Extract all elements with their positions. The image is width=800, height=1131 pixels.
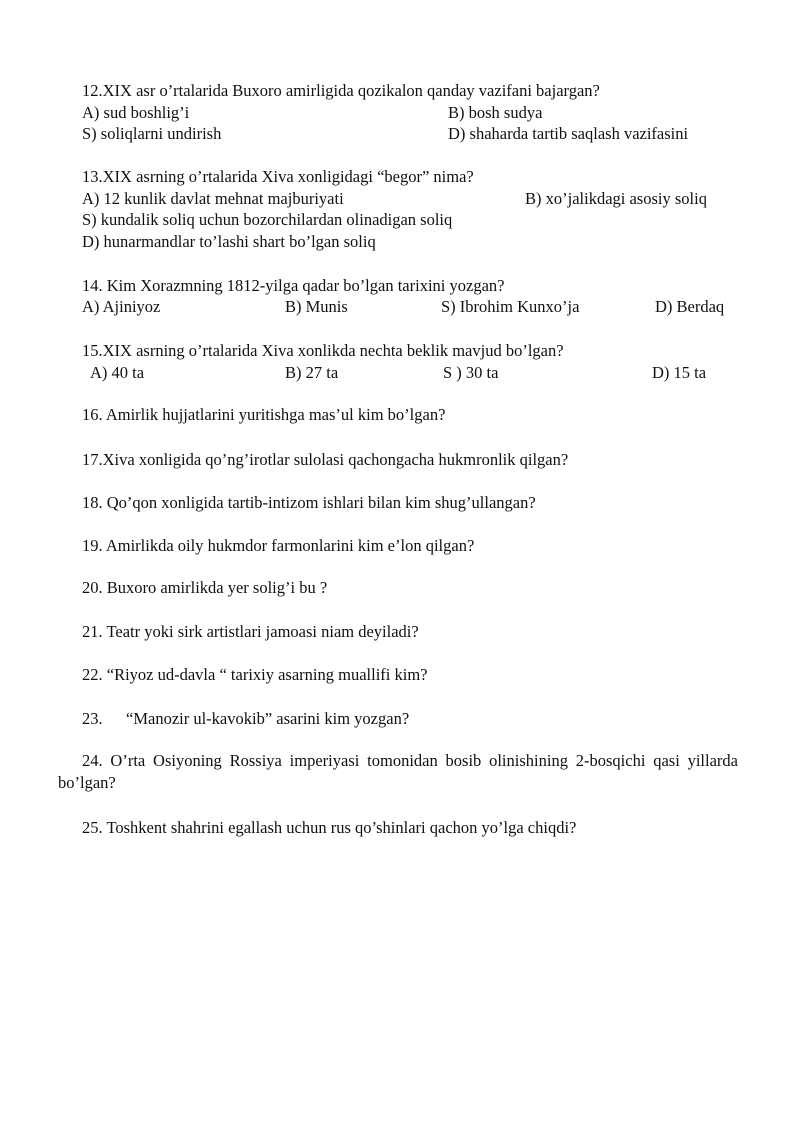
question-15-option-b: B) 27 ta <box>285 363 339 382</box>
question-16: 16. Amirlik hujjatlarini yuritishga mas’ul kim bo’lgan? <box>82 405 446 424</box>
question-13-option-d: D) hunarmandlar to’lashi shart bo’lgan soliq <box>82 232 376 251</box>
question-12-option-s: S) soliqlarni undirish <box>82 124 222 143</box>
question-14-option-a: A) Ajiniyoz <box>82 297 161 316</box>
question-14: 14. Kim Xorazmning 1812-yilga qadar bo’lgan tarixini yozgan? <box>82 276 505 295</box>
question-24: 24. O’rta Osiyoning Rossiya imperiyasi tomonidan bosib olinishining 2-bosqichi qasi yillarda bo’lgan? <box>58 751 738 792</box>
question-13-option-a: A) 12 kunlik davlat mehnat majburiyati <box>82 189 344 208</box>
question-12-option-a: A) sud boshlig’i <box>82 103 190 122</box>
question-15-option-s: S ) 30 ta <box>443 363 499 382</box>
question-15-option-a: A) 40 ta <box>90 363 145 382</box>
question-13-option-b: B) xo’jalikdagi asosiy soliq <box>525 189 707 208</box>
question-20: 20. Buxoro amirlikda yer solig’i bu ? <box>82 578 328 597</box>
question-14-option-d: D) Berdaq <box>655 297 725 316</box>
question-17: 17.Xiva xonligida qo’ng’irotlar sulolasi qachongacha hukmronlik qilgan? <box>82 450 569 469</box>
question-25: 25. Toshkent shahrini egallash uchun rus qo’shinlari qachon yo’lga chiqdi? <box>82 818 577 837</box>
question-15: 15.XIX asrning o’rtalarida Xiva xonlikda nechta beklik mavjud bo’lgan? <box>82 341 564 360</box>
question-15-option-d: D) 15 ta <box>652 363 707 382</box>
question-13-option-s: S) kundalik soliq uchun bozorchilardan olinadigan soliq <box>82 210 453 229</box>
question-12-option-d: D) shaharda tartib saqlash vazifasini <box>448 124 689 143</box>
question-14-option-s: S) Ibrohim Kunxo’ja <box>441 297 580 316</box>
question-18: 18. Qo’qon xonligida tartib-intizom ishlari bilan kim shug’ullangan? <box>82 493 536 512</box>
question-13: 13.XIX asrning o’rtalarida Xiva xonligidagi “begor” nima? <box>82 167 474 186</box>
question-12-option-b: B) bosh sudya <box>448 103 543 122</box>
question-23-number: 23. <box>82 709 103 728</box>
question-23: “Manozir ul-kavokib” asarini kim yozgan? <box>126 709 410 728</box>
question-12: 12.XIX asr o’rtalarida Buxoro amirligida qozikalon qanday vazifani bajargan? <box>82 81 600 100</box>
question-21: 21. Teatr yoki sirk artistlari jamoasi niam deyiladi? <box>82 622 419 641</box>
question-22: 22. “Riyoz ud-davla “ tarixiy asarning muallifi kim? <box>82 665 428 684</box>
question-19: 19. Amirlikda oily hukmdor farmonlarini kim e’lon qilgan? <box>82 536 475 555</box>
question-14-option-b: B) Munis <box>285 297 348 316</box>
